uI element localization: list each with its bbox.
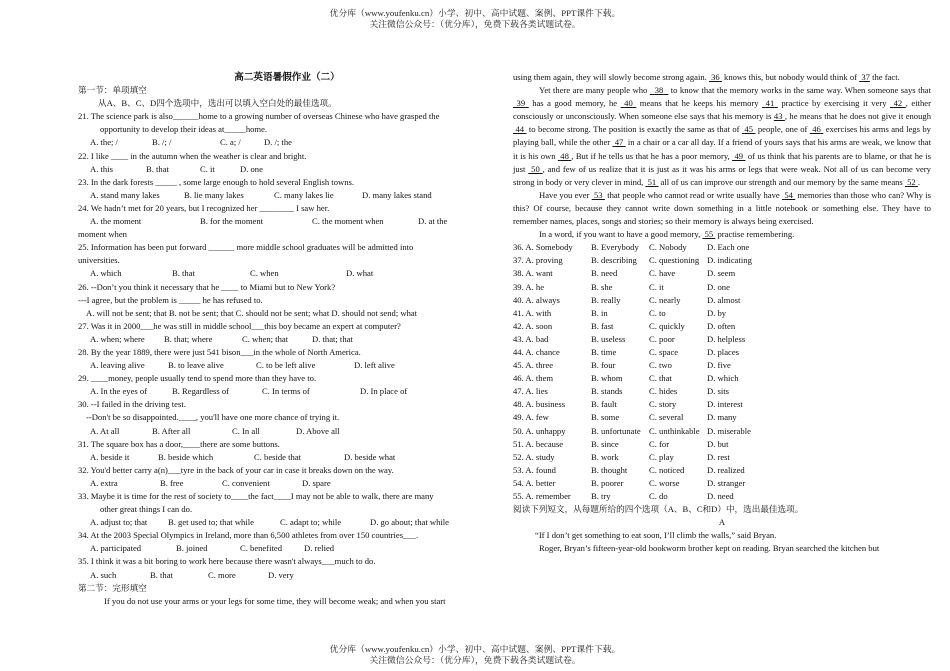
option: A. adjust to; that [90,517,148,528]
option: C. In terms of [262,386,310,397]
option: B. useless [591,333,626,344]
reading-line-2: Roger, Bryan’s fifteen-year-old bookworm brother kept on reading. Bryan searched the kitchen but [539,543,880,554]
question-21: 21. The science park is also______home to a growing number of overseas Chinese who have grasped the [78,111,440,122]
option: D. that; that [312,333,353,344]
option: 45. A. three [513,360,554,371]
cloze-option-row [513,320,931,333]
option: 48. A. business [513,399,566,410]
blank-40: 40 [624,98,633,109]
option: D. but [707,438,729,449]
option: D. left alive [354,360,395,371]
option: B. that; where [164,333,213,344]
blank-47: 47 [614,137,624,148]
section-heading: 第一节：单项填空 [78,85,147,96]
option: D. Above all [296,425,340,436]
question-33-options [78,516,496,529]
option: B. lie many lakes [184,189,244,200]
cloze-paragraph-2: Yet there are many people who 38 to know that the memory works in the same way. When someone says that 39 has a good memory, he 40 means that he keeps his memory 41 practice by exercising it very 42 , either consciously or unconsciously. When someone else says that his memory is 43 , he means that he does not give it enough 44 to become strong. The position is exactly the same as that of 45 people, one of 46 exercises his arms and legs by playing ball, while the other 47 in a chair or a car all day. If a friend of yours says that his arms are weak, we know that it is his own 48 , But if he tells us that he has a poor memory, 49 of us think that his parents are to blame, or that he is just 50 , and few of us realize that it is just as it was his arms or legs that were weak. Not all of us can become very strong in body or very clever in mind, 51 all of us can improve our strength and our memory by the same means 52 . [513,85,931,187]
option: C. play [649,451,674,462]
option: D. at the [418,216,448,227]
option: B. After all [152,425,191,436]
blank-42: 42 [893,98,903,109]
option: B. stands [591,386,623,397]
option: B. need [591,268,618,279]
option: B. joined [176,543,208,554]
cloze-option-row [513,490,931,503]
option: A. leaving alive [90,360,145,371]
option: C. it [200,163,215,174]
question-35: 35. I think it was a bit boring to work here because there wasn't always___much to do. [78,556,376,567]
cloze-option-row [513,346,931,359]
right-column [513,71,931,555]
question-21-options [78,136,496,149]
option: D. need [707,491,734,501]
blank-38: 38 [654,85,664,96]
option: D. sits [707,386,729,397]
option: C. it [649,281,664,292]
question-32-options [78,477,496,490]
option: 50. A. unhappy [513,425,566,436]
cloze-option-row [513,372,931,385]
cloze-passage-start: If you do not use your arms or your legs for some time, they will become weak; and when you start [104,595,446,606]
option: D. by [707,307,727,318]
option: C. space [649,346,679,357]
option: 39. A. he [513,281,545,292]
option: B. poorer [591,477,624,488]
question-24: 24. We hadn’t met for 20 years, but I recognized her ________ I saw her. [78,202,330,213]
cloze-paragraph-4: In a word, if you want to have a good memory, 55 practise remembering. [539,229,795,240]
cloze-option-row [513,307,931,320]
option: C. hides [649,386,678,397]
cloze-option-row [513,281,931,294]
blank-52: 52 [907,176,916,187]
option: C. the moment when [312,216,384,227]
option: C. adapt to; while [280,517,342,528]
cloze-option-row [513,254,931,267]
option: B. some [591,412,620,423]
cloze-paragraph-1: using them again, they will slowly become strong again. 36 knows this, but nobody would think of 37 the fact. [513,72,900,82]
option: C. when; that [242,333,289,344]
blank-53: 53 [594,189,603,200]
blank-51: 51 [647,176,657,187]
option: C. noticed [649,464,685,475]
option: B. for the moment [200,216,264,227]
option: D. many lakes stand [362,189,432,200]
blank-36: 36 [711,72,720,82]
option: 52. A. study [513,451,555,462]
option: A. In the eyes of [90,386,148,397]
cloze-option-row [513,241,931,254]
blank-41: 41 [765,98,775,109]
page-title: 高二英语暑假作业（二） [234,72,340,83]
option: C. nearly [649,294,681,305]
option: 51. A. because [513,438,564,449]
option: 42. A. soon [513,320,553,331]
section-heading: 第二节：完形填空 [78,582,147,593]
option: A. such [90,569,117,580]
option: B. four [591,360,616,371]
option: B. Everybody [591,242,639,253]
option: C. two [649,360,672,371]
question-25-options [78,267,496,280]
blank-50: 50 [531,163,540,174]
option: C. quickly [649,320,685,331]
option: 38. A. want [513,268,553,279]
option: B. try [591,491,611,501]
option: B. she [591,281,613,292]
question-31: 31. The square box has a door,____there are some buttons. [78,438,280,449]
option: D. relied [304,543,335,554]
option: C. poor [649,333,675,344]
option: A. extra [90,477,118,488]
option: D. one [707,281,730,292]
option: C. questioning [649,255,700,266]
option: D. In place of [360,386,408,397]
cloze-options-list [513,241,931,503]
cloze-option-row [513,438,931,451]
blank-54: 54 [784,189,793,200]
blank-43: 43 [773,111,783,122]
option: B. fast [591,320,614,331]
option: C. benefited [240,543,282,554]
question-29: 29. ____money, people usually tend to spend more than they have to. [78,373,317,384]
page-header [0,8,950,30]
cloze-option-row [513,385,931,398]
option: B. whom [591,373,623,384]
header-line-2: 关注微信公众号：（优分库），免费下载各类试题试卷。 [369,19,581,29]
question-25: 25. Information has been put forward ______ more middle school graduates will be admitted into [78,242,414,253]
cloze-paragraph-3: Have you ever 53 that people who cannot read or write usually have 54 memories than those who can? Why is this? Of course, because they cannot write down something in a little notebook or something else. They have to remember names, places, songs and stories; so their memory is always being exercised. [513,189,931,227]
option: B. Regardless of [172,386,230,397]
option: B. that [146,163,169,174]
option: A. At all [90,425,120,436]
option: C. worse [649,477,680,488]
option: D. go about; that while [370,517,450,528]
option: D. stranger [707,477,746,488]
question-30-cont: --Don't be so disappointed.____, you'll have one more chance of trying it. [86,412,340,423]
question-30-options [78,425,496,438]
option: B. that [150,569,173,580]
footer-line-2: 关注微信公众号：（优分库），免费下载各类试题试卷。 [369,655,581,665]
question-35-options [78,569,496,582]
option: 46. A. them [513,373,554,384]
option: D. beside what [344,451,396,462]
option: B. free [160,477,184,488]
question-33: 33. Maybe it is time for the rest of society to____the fact____I may not be able to walk, there are many [78,491,434,501]
option: D. spare [302,477,331,488]
option: D. miserable [707,425,751,436]
option: 37. A. proving [513,255,563,266]
question-24-options [78,215,496,228]
question-28-options [78,359,496,372]
option: D. interest [707,399,743,410]
option: A. the moment [90,216,142,227]
cloze-option-row [513,398,931,411]
option: B. really [591,294,621,305]
left-column [78,71,496,608]
question-28: 28. By the year 1889, there were just 541 bison___in the whole of North America. [78,346,361,357]
option: D. one [240,163,263,174]
blank-45: 45 [744,124,753,135]
cloze-option-row [513,425,931,438]
option: B. unfortunate [591,425,641,436]
blank-46: 46 [812,124,821,135]
option: D. which [707,373,739,384]
passage-label: A [718,517,726,528]
cloze-option-row [513,359,931,372]
option: C. convenient [222,477,270,488]
cloze-option-row [513,464,931,477]
option: C. many lakes lie [274,189,334,200]
question-31-options [78,451,496,464]
option: B. time [591,346,617,357]
option: C. several [649,412,684,423]
option: B. since [591,438,619,449]
option: D. many [707,412,737,423]
option: D. realized [707,464,745,475]
cloze-option-row [513,294,931,307]
option: D. rest [707,451,730,462]
blank-48: 48 [560,150,569,161]
option: D. almost [707,294,741,305]
option: 36. A. Somebody [513,242,573,253]
question-29-options [78,385,496,398]
option: D. often [707,320,736,331]
option: D. /; the [264,137,292,148]
question-22-options [78,163,496,176]
option: B. thought [591,464,628,475]
option: D. helpless [707,333,746,344]
header-line-1: 优分库（www.youfenku.cn）小学、初中、高中试题、案例、PPT课件下载。 [329,8,621,18]
option: B. beside which [158,451,214,462]
blank-44: 44 [515,124,525,135]
blank-55: 55 [704,229,714,240]
option: C. story [649,399,677,410]
question-26-options: A. will not be sent; that B. not be sent; that C. should not be sent; what D. should not send; what [86,307,418,318]
question-24-cont: moment when [78,229,127,240]
option: B. that [172,268,195,279]
option: B. get used to; that while [168,517,254,528]
question-27-options [78,333,496,346]
question-27: 27. Was it in 2000___he was still in middle school___this boy became an expert at computer? [78,320,401,331]
option: C. beside that [254,451,302,462]
option: C. that [649,373,672,384]
blank-49: 49 [734,150,744,161]
question-26: 26. --Don’t you think it necessary that he ____ to Miami but to New York? [78,281,336,292]
option: C. Nobody [649,242,687,253]
option: 43. A. bad [513,333,549,344]
option: 41. A. with [513,307,552,318]
option: C. unthinkable [649,425,700,436]
option: C. a; / [220,137,241,148]
option: D. Each one [707,242,750,253]
cloze-option-row [513,477,931,490]
option: 54. A. better [513,477,556,488]
page-footer [0,644,950,666]
question-34: 34. At the 2003 Special Olympics in Ireland, more than 6,500 athletes from over 150 countries___. [78,530,419,541]
question-25-cont: universities. [78,255,120,266]
option: C. for [649,438,670,449]
cloze-option-row [513,333,931,346]
question-30: 30. --I failed in the driving test. [78,399,186,410]
blank-37: 37 [861,72,870,82]
option: B. work [591,451,619,462]
option: B. describing [591,255,637,266]
blank-39: 39 [516,98,526,109]
reading-instruction: 阅读下列短文，从每题所给的四个选项（A、B、C和D）中，选出最佳选项。 [513,504,804,515]
cloze-option-row [513,451,931,464]
question-32: 32. You'd better carry a(n)___tyre in the back of your car in case it breaks down on the way. [78,464,394,475]
option: A. participated [90,543,142,554]
option: A. beside it [90,451,130,462]
option: D. indicating [707,255,752,266]
option: C. to be left alive [256,360,316,371]
option: B. in [591,307,608,318]
option: C. to [649,307,666,318]
option: D. seem [707,268,736,279]
question-33-cont: other great things I can do. [100,504,193,515]
option: C. more [208,569,236,580]
question-23: 23. In the dark forests _____ , some large enough to hold several English towns. [78,176,354,187]
option: A. this [90,163,113,174]
option: D. five [707,360,731,371]
option: C. have [649,268,676,279]
question-34-options [78,542,496,555]
cloze-option-row [513,411,931,424]
option: D. very [268,569,294,580]
option: C. In all [232,425,260,436]
footer-line-1: 优分库（www.youfenku.cn）小学、初中、高中试题、案例、PPT课件下载。 [329,644,621,654]
reading-line-1: “If I don’t get something to eat soon, I’ll climb the walls,” said Bryan. [535,530,777,541]
cloze-option-row [513,267,931,280]
option: D. places [707,346,739,357]
option: 44. A. chance [513,346,560,357]
option: A. the; / [90,137,118,148]
option: D. what [346,268,374,279]
option: A. when; where [90,333,145,344]
option: 53. A. found [513,464,556,475]
option: B. /; / [152,137,172,148]
question-21-cont: opportunity to develop their ideas at_____home. [100,124,268,135]
option: A. stand many lakes [90,189,160,200]
option: A. which [90,268,122,279]
option: B. fault [591,399,617,410]
option: 49. A. few [513,412,549,423]
option: B. to leave alive [168,360,224,371]
question-22: 22. I like ____ in the autumn when the weather is clear and bright. [78,150,307,161]
option: C. when [250,268,279,279]
question-23-options [78,189,496,202]
option: C. do [649,491,668,501]
option: 47. A. lies [513,386,548,397]
option: 40. A. always [513,294,560,305]
instruction: 从A、B、C、D四个选项中，选出可以填入空白处的最佳选项。 [98,98,337,109]
option: 55. A. remember [513,491,571,501]
question-26-cont: ---I agree, but the problem is _____ he has refused to. [78,294,263,305]
